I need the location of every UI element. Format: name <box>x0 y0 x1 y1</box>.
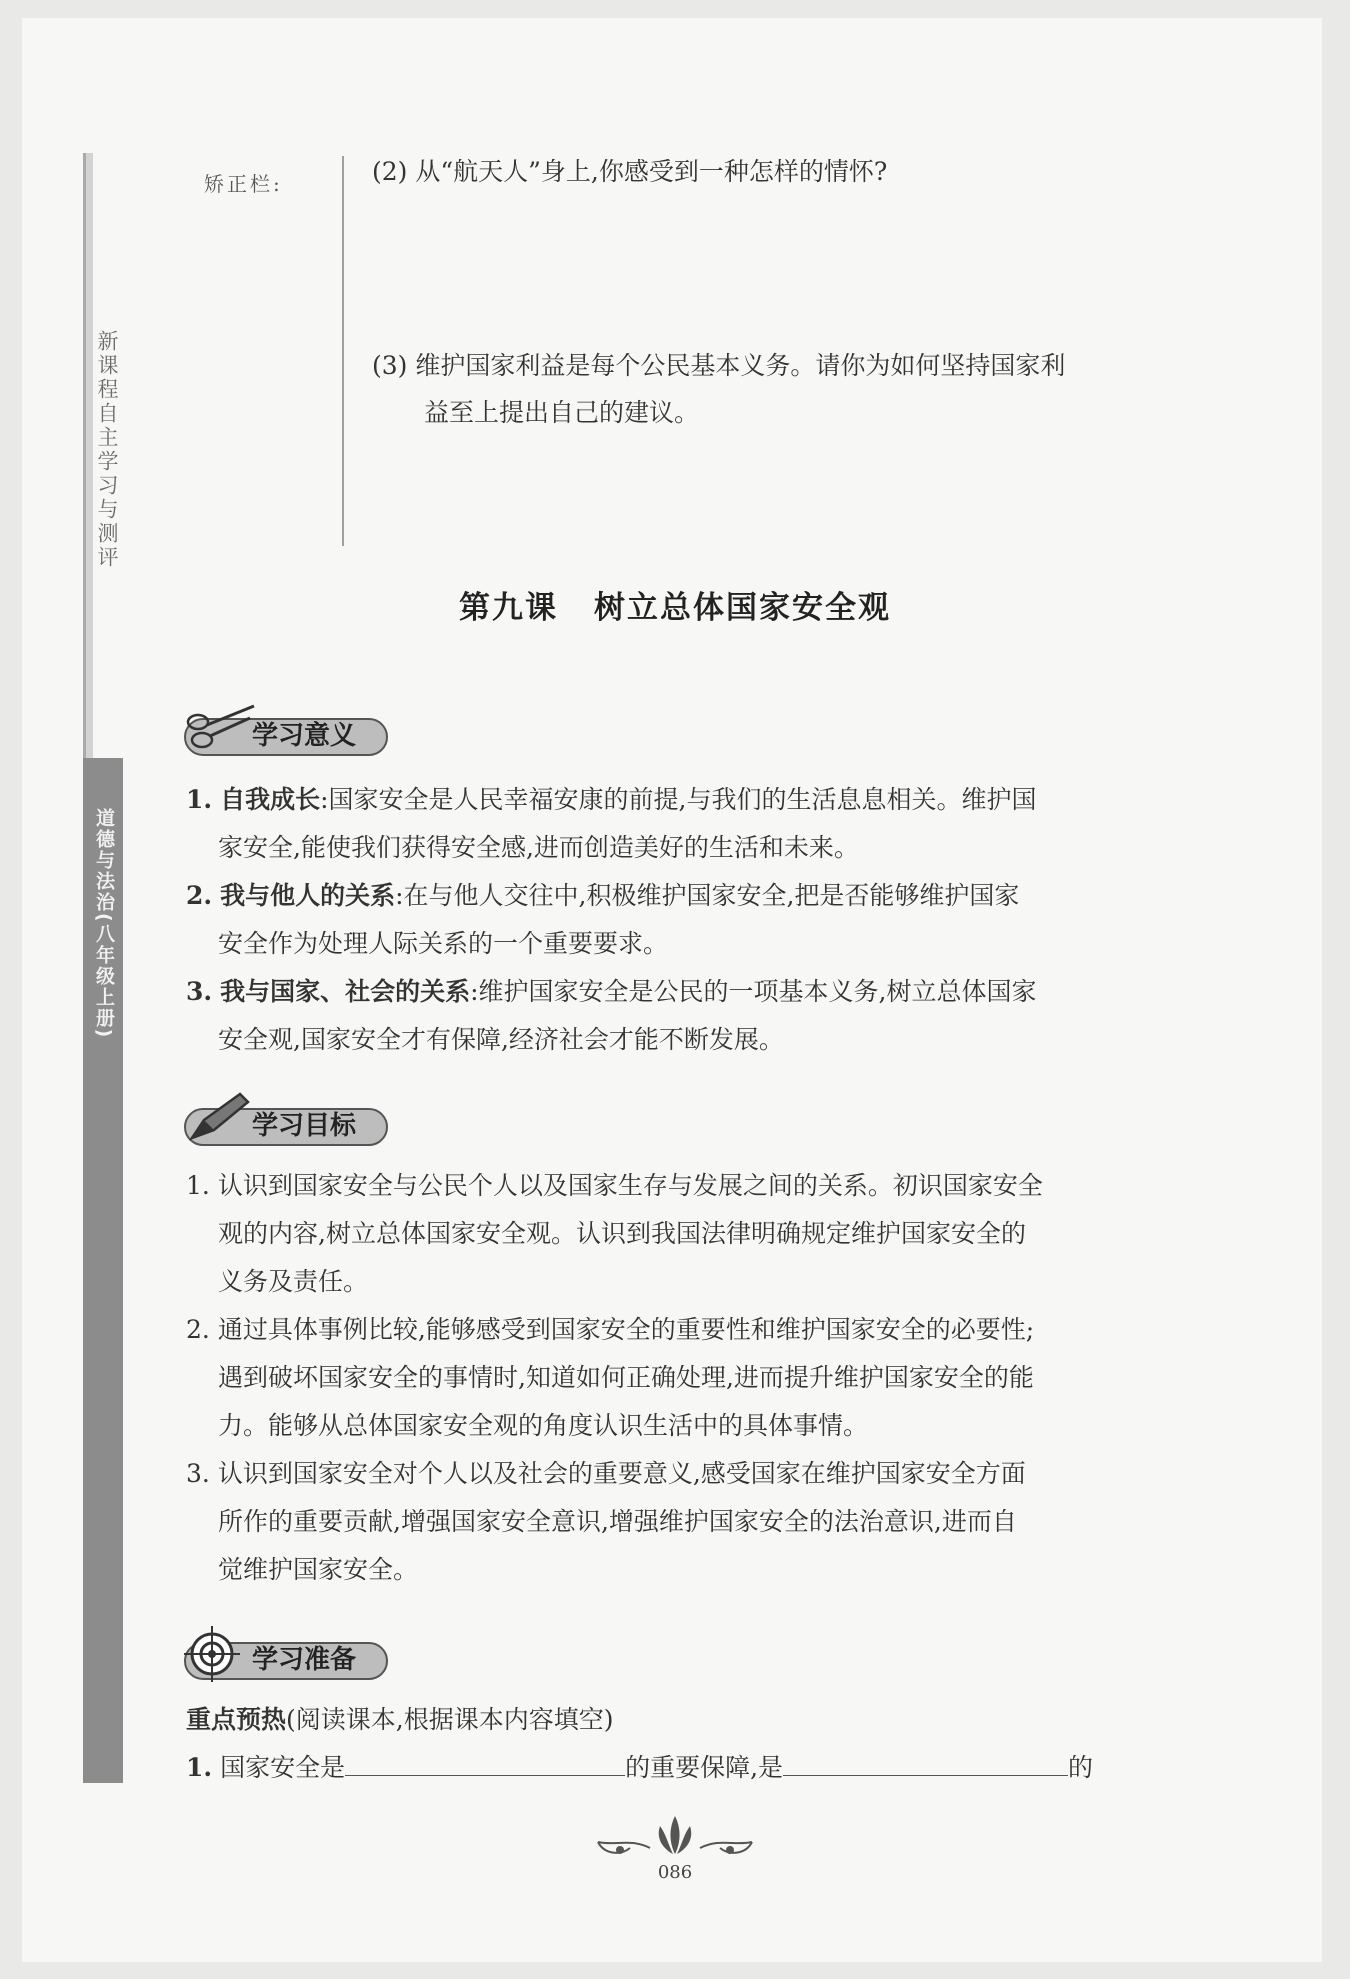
fill-blank-1 <box>186 1744 1186 1792</box>
lesson-title: 树立总体国家安全观 <box>594 590 891 626</box>
fill-text-c: 的 <box>1068 1753 1094 1782</box>
goal-item-1 <box>186 1162 1146 1306</box>
item-text-cont: 家安全,能使我们获得安全感,进而创造美好的生活和未来。 <box>218 833 859 862</box>
goal-item-3 <box>186 1450 1146 1594</box>
significance-item-1 <box>186 776 1146 872</box>
item-number: 2. <box>186 881 213 910</box>
item-keyword: 自我成长 <box>220 785 321 814</box>
significance-item-3 <box>186 968 1146 1064</box>
subhead-note: (阅读课本,根据课本内容填空) <box>286 1705 614 1734</box>
item-keyword: 我与他人的关系 <box>220 881 396 910</box>
target-icon <box>182 1624 252 1684</box>
scissors-icon <box>182 700 262 756</box>
pen-icon <box>182 1090 262 1146</box>
item-number: 1. <box>186 1171 210 1200</box>
item-keyword: 我与国家、社会的关系 <box>220 977 471 1006</box>
fill-text-b: 的重要保障,是 <box>625 1753 784 1782</box>
question-2: (2) 从“航天人”身上,你感受到一种怎样的情怀? <box>372 157 888 186</box>
item-text: 认识到国家安全与公民个人以及国家生存与发展之间的关系。初识国家安全 <box>217 1171 1043 1200</box>
section-header-goals <box>184 1098 394 1142</box>
blank-1[interactable] <box>345 1749 625 1776</box>
goal-item-2 <box>186 1306 1146 1450</box>
lesson-heading <box>0 582 1350 627</box>
item-text: :维护国家安全是公民的一项基本义务,树立总体国家 <box>470 977 1037 1006</box>
floral-ornament-icon <box>590 1808 760 1864</box>
significance-item-2 <box>186 872 1146 968</box>
section-title: 学习目标 <box>252 1111 357 1141</box>
section-header-preparation <box>184 1632 394 1676</box>
item-number: 1. <box>186 785 213 814</box>
blank-2[interactable] <box>783 1749 1068 1776</box>
item-text-cont: 遇到破坏国家安全的事情时,知道如何正确处理,进而提升维护国家安全的能 <box>218 1363 1034 1392</box>
question-3-line1: (3) 维护国家利益是每个公民基本义务。请你为如何坚持国家利 <box>372 351 1066 380</box>
section-title: 学习准备 <box>252 1645 357 1675</box>
item-text: 认识到国家安全对个人以及社会的重要意义,感受国家在维护国家安全方面 <box>217 1459 1026 1488</box>
correction-label: 矫正栏: <box>204 172 283 196</box>
section-header-significance <box>184 708 394 752</box>
sidebar-subject-label: 道德与法治(八年级上册) <box>93 808 115 1040</box>
item-number: 3. <box>186 977 213 1006</box>
correction-column <box>186 156 344 546</box>
item-text-cont: 安全作为处理人际关系的一个重要要求。 <box>218 929 669 958</box>
item-number: 3. <box>186 1459 210 1488</box>
item-number: 2. <box>186 1315 210 1344</box>
page-number: 086 <box>657 1862 693 1883</box>
item-text: :国家安全是人民幸福安康的前提,与我们的生活息息相关。维护国 <box>320 785 1037 814</box>
item-text-cont: 观的内容,树立总体国家安全观。认识到我国法律明确规定维护国家安全的 <box>218 1219 1026 1248</box>
item-text-cont: 力。能够从总体国家安全观的角度认识生活中的具体事情。 <box>218 1411 869 1440</box>
question-3-line2: 益至上提出自己的建议。 <box>424 398 700 427</box>
item-text-cont: 安全观,国家安全才有保障,经济社会才能不断发展。 <box>218 1025 784 1054</box>
item-text-cont: 所作的重要贡献,增强国家安全意识,增强维护国家安全的法治意识,进而自 <box>218 1507 1017 1536</box>
lesson-number: 第九课 <box>459 590 558 626</box>
fill-text-a: 国家安全是 <box>220 1753 346 1782</box>
item-text-cont: 义务及责任。 <box>218 1267 369 1296</box>
item-text: 通过具体事例比较,能够感受到国家安全的重要性和维护国家安全的必要性; <box>217 1315 1035 1344</box>
item-text-cont: 觉维护国家安全。 <box>218 1555 419 1584</box>
section-title: 学习意义 <box>252 721 357 751</box>
subhead-label: 重点预热 <box>186 1705 287 1734</box>
preparation-subhead <box>186 1696 1146 1744</box>
item-text: :在与他人交往中,积极维护国家安全,把是否能够维护国家 <box>395 881 1020 910</box>
sidebar-series-title: 新课程自主学习与测评 <box>95 330 119 570</box>
item-number: 1. <box>186 1753 213 1782</box>
